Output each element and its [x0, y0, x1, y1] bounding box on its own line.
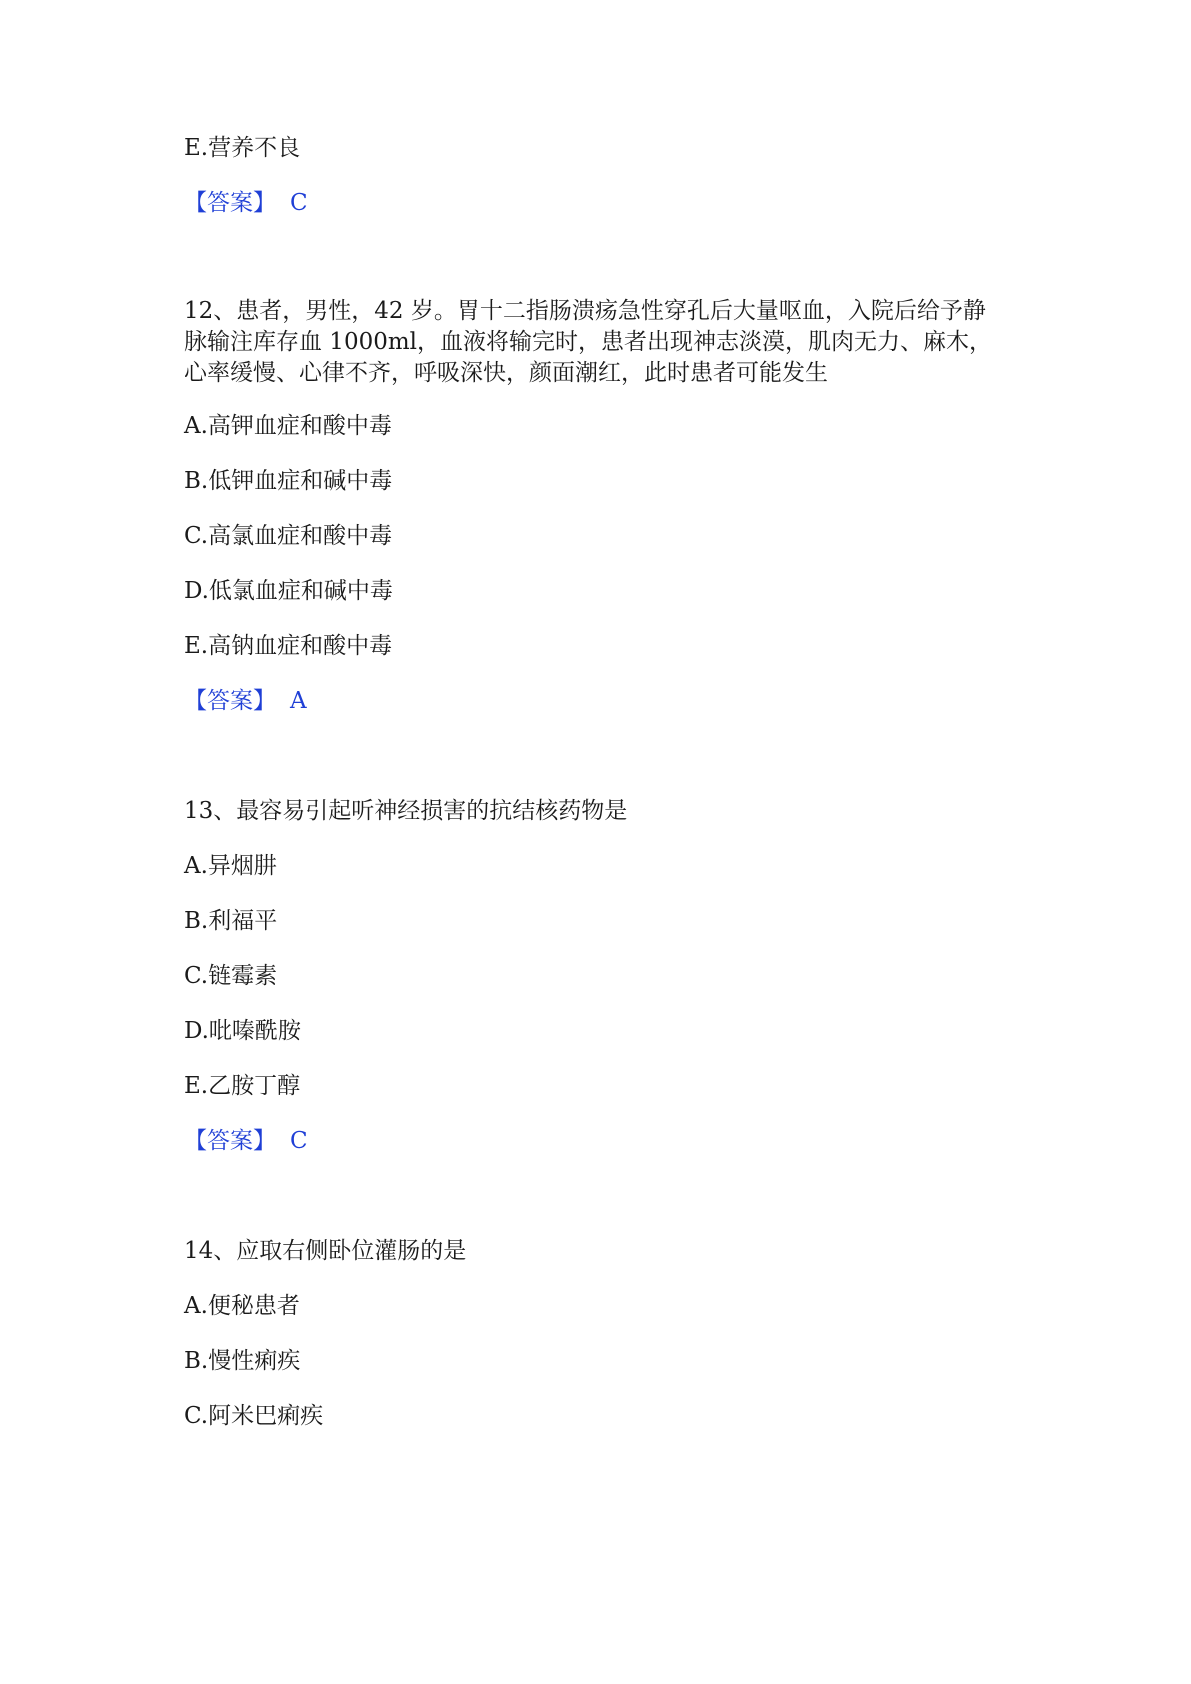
option-b: B.利福平 [184, 908, 278, 934]
answer-line [184, 1126, 308, 1156]
answer-line [184, 686, 307, 716]
option-d: D.吡嗪酰胺 [184, 1018, 301, 1044]
answer-label: 【答案】 [184, 190, 276, 216]
option-c: C.阿米巴痢疾 [184, 1403, 324, 1429]
option-b: B.慢性痢疾 [184, 1348, 301, 1374]
option-e: E.乙胺丁醇 [184, 1073, 301, 1099]
option-c: C.高氯血症和酸中毒 [184, 523, 393, 549]
option-a: A.便秘患者 [184, 1293, 300, 1319]
answer-label: 【答案】 [184, 1128, 276, 1154]
question-14-stem: 14、应取右侧卧位灌肠的是 [184, 1238, 467, 1264]
answer-label: 【答案】 [184, 688, 276, 714]
option-d: D.低氯血症和碱中毒 [184, 578, 393, 604]
option-a: A.异烟肼 [184, 853, 277, 879]
question-stem-line: 脉输注库存血 1000ml，血液将输完时，患者出现神志淡漠，肌肉无力、麻木， [184, 329, 993, 355]
answer-value: C [290, 1128, 308, 1154]
option-b: B.低钾血症和碱中毒 [184, 468, 393, 494]
option-a: A.高钾血症和酸中毒 [184, 413, 392, 439]
option-e: E.高钠血症和酸中毒 [184, 633, 393, 659]
option-e: E.营养不良 [184, 135, 301, 161]
answer-line [184, 188, 308, 218]
answer-value: C [290, 190, 308, 216]
question-13-stem: 13、最容易引起听神经损害的抗结核药物是 [184, 798, 628, 824]
question-stem-line: 心率缓慢、心律不齐，呼吸深快，颜面潮红，此时患者可能发生 [184, 360, 828, 386]
answer-value: A [290, 688, 307, 714]
question-stem-line: 12、患者，男性，42 岁。胃十二指肠溃疡急性穿孔后大量呕血，入院后给予静 [184, 298, 986, 324]
question-12-stem [184, 296, 992, 389]
option-c: C.链霉素 [184, 963, 278, 989]
